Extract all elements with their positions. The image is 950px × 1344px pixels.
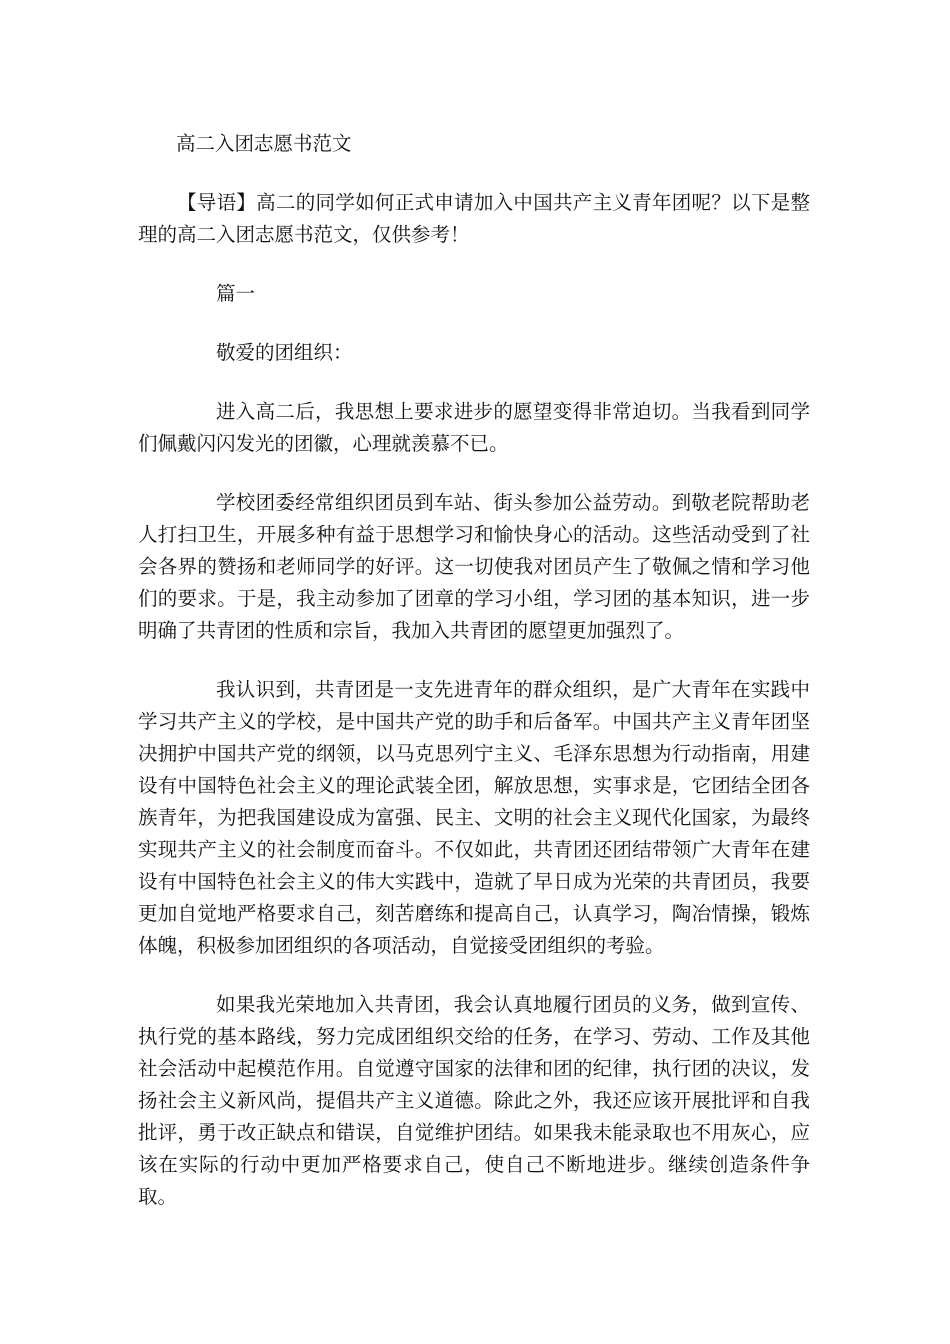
body-paragraph-1: 进入高二后，我思想上要求进步的愿望变得非常迫切。当我看到同学们佩戴闪闪发光的团徽，心理就羡慕不已。	[138, 400, 810, 455]
salutation: 敬爱的团组织：	[216, 341, 353, 364]
document-body	[138, 128, 810, 1240]
intro-paragraph: 【导语】高二的同学如何正式申请加入中国共产主义青年团呢？以下是整理的高二入团志愿书范文，仅供参考！	[138, 191, 810, 246]
body-paragraph-3: 我认识到，共青团是一支先进青年的群众组织，是广大青年在实践中学习共产主义的学校，是中国共产党的助手和后备军。中国共产主义青年团坚决拥护中国共产党的纲领，以马克思列宁主义、毛泽东思想为行动指南，用建设有中国特色社会主义的理论武装全团，解放思想，实事求是，它团结全团各族青年，为把我国建设成为富强、民主、文明的社会主义现代化国家，为最终实现共产主义的社会制度而奋斗。不仅如此，共青团还团结带领广大青年在建设有中国特色社会主义的伟大实践中，造就了早日成为光荣的共青团员，我要更加自觉地严格要求自己，刻苦磨练和提高自己，认真学习，陶冶情操，锻炼体魄，积极参加团组织的各项活动，自觉接受团组织的考验。	[138, 678, 810, 957]
section-label: 篇一	[216, 282, 256, 305]
body-paragraph-2: 学校团委经常组织团员到车站、街头参加公益劳动。到敬老院帮助老人打扫卫生，开展多种有益于思想学习和愉快身心的活动。这些活动受到了社会各界的赞扬和老师同学的好评。这一切使我对团员产生了敬佩之情和学习他们的要求。于是，我主动参加了团章的学习小组，学习团的基本知识，进一步明确了共青团的性质和宗旨，我加入共青团的愿望更加强烈了。	[138, 491, 810, 642]
body-paragraph-4: 如果我光荣地加入共青团，我会认真地履行团员的义务，做到宣传、执行党的基本路线，努力完成团组织交给的任务，在学习、劳动、工作及其他社会活动中起模范作用。自觉遵守国家的法律和团的纪律，执行团的决议，发扬社会主义新风尚，提倡共产主义道德。除此之外，我还应该开展批评和自我批评，勇于改正缺点和错误，自觉维护团结。如果我未能录取也不用灰心，应该在实际的行动中更加严格要求自己，使自己不断地进步。继续创造条件争取。	[138, 993, 810, 1208]
document-title: 高二入团志愿书范文	[176, 132, 352, 155]
